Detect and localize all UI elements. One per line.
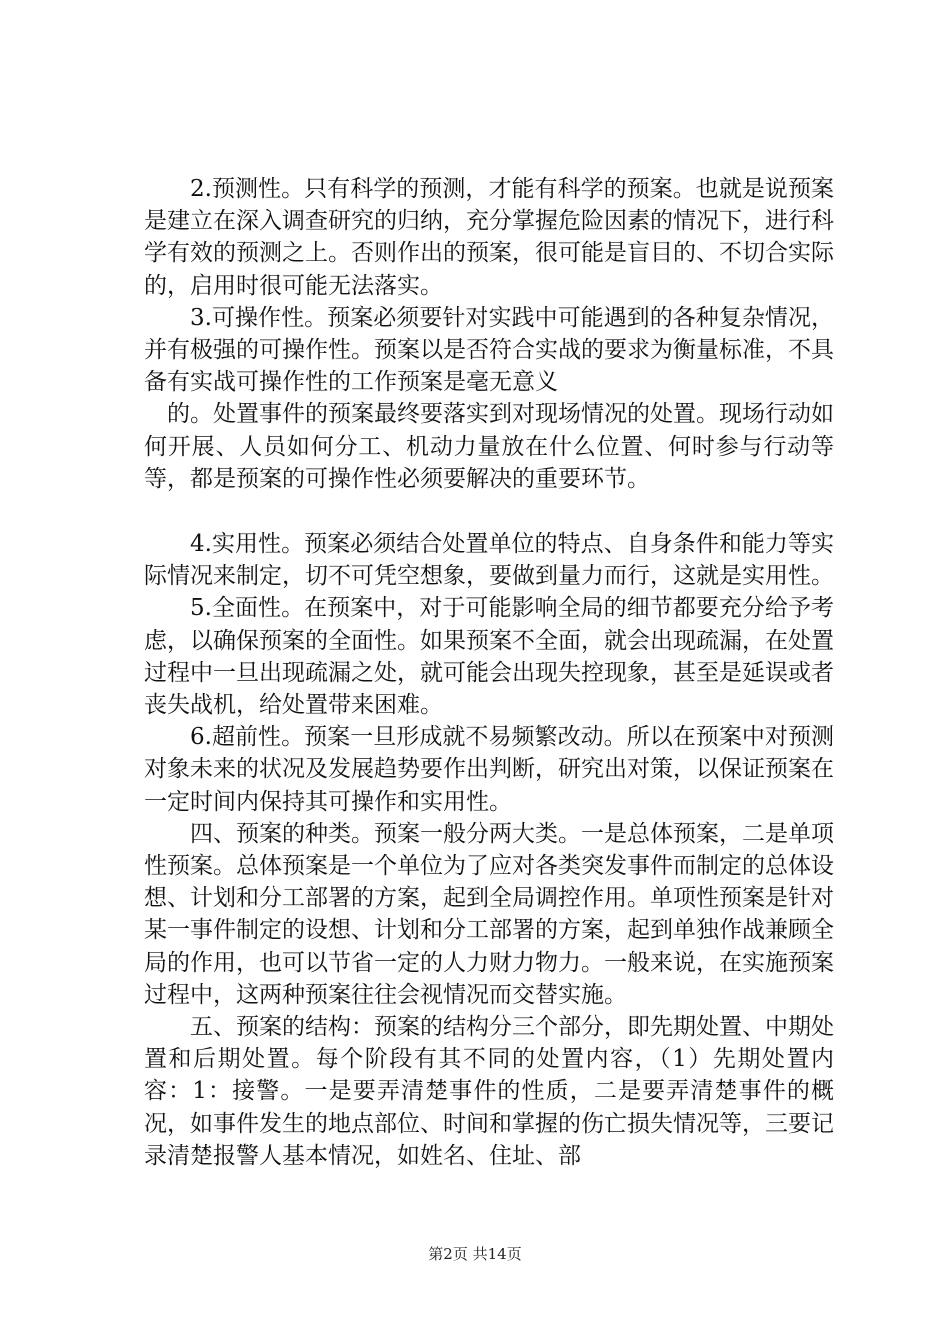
paragraph-comprehensiveness: 5.全面性。在预案中，对于可能影响全局的细节都要充分给予考虑，以确保预案的全面性。如果预案不全面，就会出现疏漏，在处置过程中一旦出现疏漏之处，就可能会出现失控现象，甚至是延误或者丧失战机，给处置带来困难。 — [144, 595, 834, 719]
paragraph-plan-structure: 五、预案的结构：预案的结构分三个部分，即先期处置、中期处置和后期处置。每个阶段有其不同的处置内容，（1）先期处置内容：1：接警。一是要弄清楚事件的性质，二是要弄清楚事件的概况，如事件发生的地点部位、时间和掌握的伤亡损失情况等，三要记录清楚报警人基本情况，如姓名、住址、部 — [144, 1014, 834, 1169]
paragraph-predictability: 2.预测性。只有科学的预测，才能有科学的预案。也就是说预案是建立在深入调查研究的归纳，充分掌握危险因素的情况下，进行科学有效的预测之上。否则作出的预案，很可能是盲目的、不切合实际的，启用时很可能无法落实。 — [144, 176, 834, 299]
paragraph-operability-continued: 的。处置事件的预案最终要落实到对现场情况的处置。现场行动如何开展、人员如何分工、机动力量放在什么位置、何时参与行动等等，都是预案的可操作性必须要解决的重要环节。 — [144, 401, 834, 492]
paragraph-gap — [144, 495, 834, 528]
paragraph-practicality: 4.实用性。预案必须结合处置单位的特点、自身条件和能力等实际情况来制定，切不可凭空想象，要做到量力而行，这就是实用性。 — [144, 531, 834, 590]
document-body — [144, 173, 834, 1172]
paragraph-forward-looking: 6.超前性。预案一旦形成就不易频繁改动。所以在预案中对预测对象未来的状况及发展趋势要作出判断，研究出对策，以保证预案在一定时间内保持其可操作和实用性。 — [144, 724, 834, 815]
page-footer: 第2页 共14页 — [428, 1245, 522, 1263]
paragraph-plan-types: 四、预案的种类。预案一般分两大类。一是总体预案，二是单项性预案。总体预案是一个单位为了应对各类突发事件而制定的总体设想、计划和分工部署的方案，起到全局调控作用。单项性预案是针对某一事件制定的设想、计划和分工部署的方案，起到单独作战兼顾全局的作用，也可以节省一定的人力财力物力。一般来说，在实施预案过程中，这两种预案往往会视情况而交替实施。 — [144, 820, 834, 1008]
paragraph-operability: 3.可操作性。预案必须要针对实践中可能遇到的各种复杂情况，并有极强的可操作性。预案以是否符合实战的要求为衡量标准，不具备有实战可操作性的工作预案是毫无意义 — [144, 304, 834, 396]
